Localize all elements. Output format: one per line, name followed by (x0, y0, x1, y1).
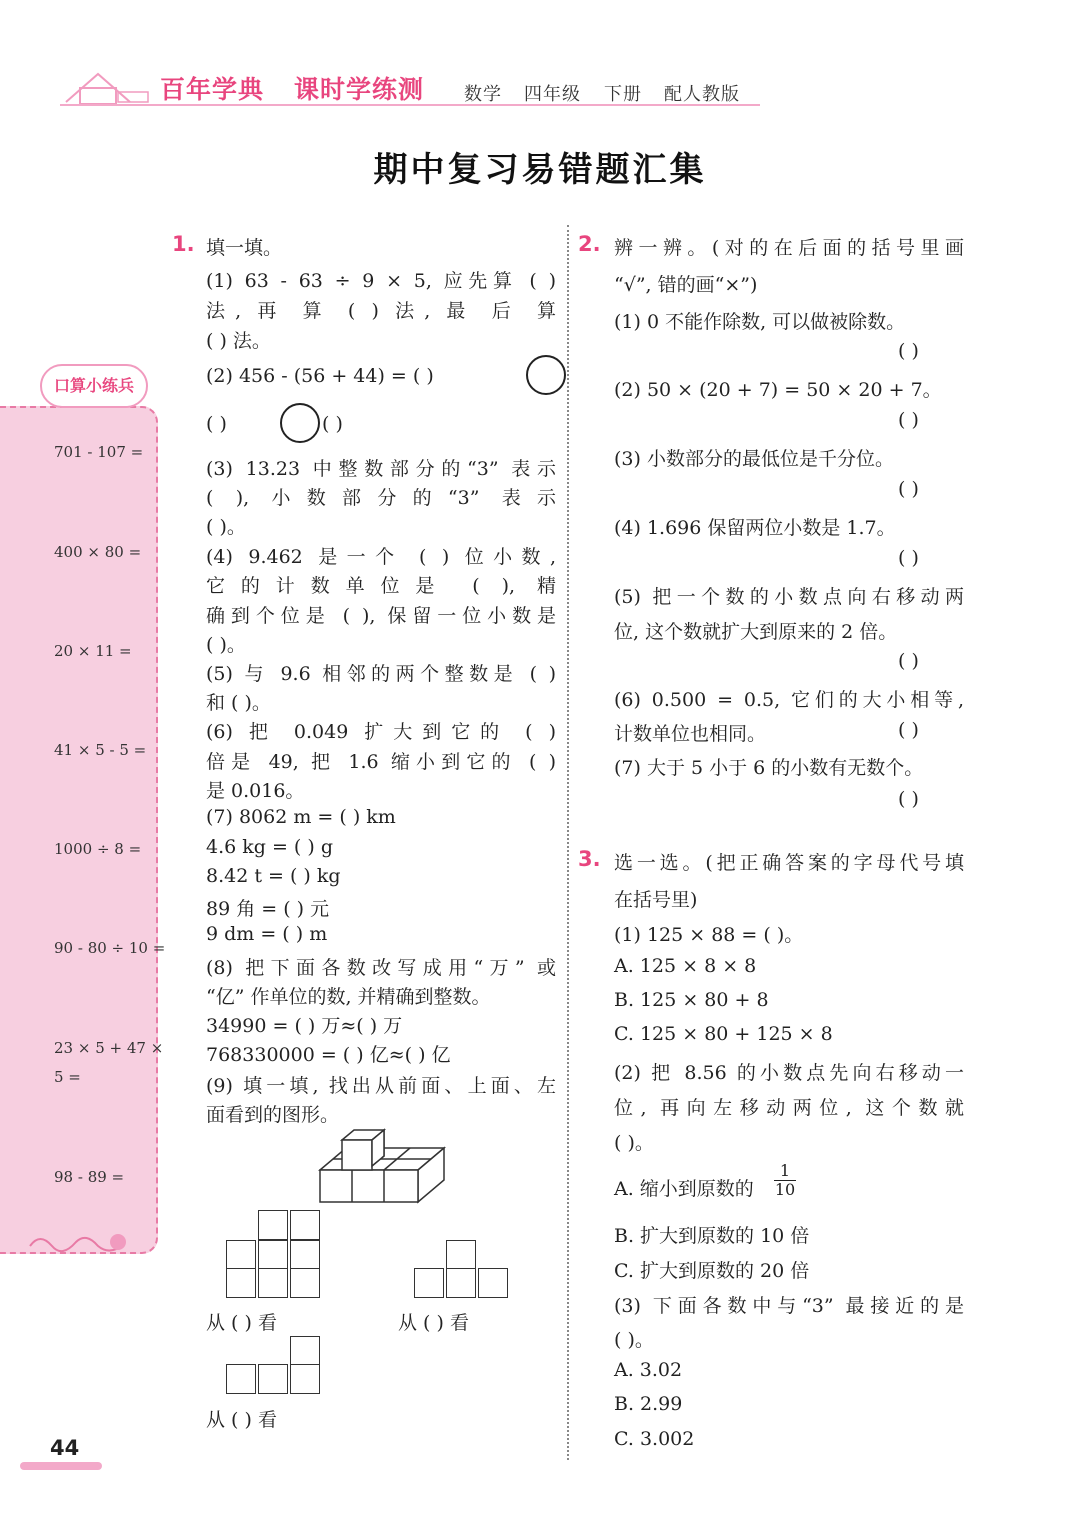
q3-option: A. 3.02 (614, 1359, 683, 1381)
oral-item: 90 - 80 ÷ 10 = (54, 939, 166, 957)
oral-item: 701 - 107 = (54, 443, 144, 461)
q1-line: 34990 = ( ) 万≈( ) 万 (206, 1015, 403, 1037)
fraction-denominator: 10 (774, 1180, 796, 1199)
q1-line: (8) 把下面各数改写成用“万” 或 (206, 957, 556, 979)
q1-line: 倍是 49, 把 1.6 缩小到它的 ( ) (206, 751, 556, 773)
answer-paren[interactable]: ( ) (898, 409, 919, 431)
q1-line: (2) 456 - (56 + 44) = ( ) (206, 365, 434, 387)
q1-line: 89 角 = ( ) 元 (206, 898, 330, 920)
q2-item: (7) 大于 5 小于 6 的小数有无数个。 (614, 757, 924, 779)
q1-line: ( )。 (206, 634, 246, 656)
answer-paren[interactable]: ( ) (898, 340, 919, 362)
q1-line: 768330000 = ( ) 亿≈( ) 亿 (206, 1044, 451, 1066)
answer-paren[interactable]: ( ) (898, 650, 919, 672)
view-label: 从 ( ) 看 (398, 1312, 469, 1334)
q2-item: (5) 把一个数的小数点向右移动两 (614, 586, 964, 608)
q1-line: “亿” 作单位的数, 并精确到整数。 (206, 986, 491, 1008)
answer-paren[interactable]: ( ) (898, 478, 919, 500)
brand-name: 百年学典 (160, 75, 265, 104)
q3-option: C. 125 × 80 + 125 × 8 (614, 1023, 833, 1045)
q1-line: 面看到的图形。 (206, 1104, 340, 1126)
header-subject: 数学 (464, 84, 502, 105)
q1-line: ( ), 小数部分的“3” 表示 (206, 487, 556, 509)
header-grade: 四年级 (524, 84, 581, 105)
q2-item: (1) 0 不能作除数, 可以做被除数。 (614, 311, 906, 333)
sidebar-tag: 口算小练兵 (40, 364, 148, 408)
q1-line: ( )。 (206, 516, 246, 538)
q1-line: 9 dm = ( ) m (206, 923, 328, 945)
oral-item: 98 - 89 = (54, 1168, 125, 1186)
q2-number: 2. (578, 232, 601, 256)
compare-circle (526, 355, 566, 395)
q3-line: (1) 125 × 88 = ( )。 (614, 924, 804, 946)
q2-item: (4) 1.696 保留两位小数是 1.7。 (614, 517, 896, 539)
q1-line: (1) 63 - 63 ÷ 9 × 5, 应先算 ( ) (206, 270, 556, 292)
q3-line: (3) 下面各数中与“3” 最接近的是 (614, 1295, 964, 1317)
q3-number: 3. (578, 847, 601, 871)
operator-circle (280, 403, 320, 443)
q3-line: ( )。 (614, 1132, 654, 1154)
q3-title: 在括号里) (614, 889, 698, 911)
q1-line: (3) 13.23 中整数部分的“3” 表示 (206, 458, 556, 480)
house-icon (58, 62, 158, 108)
q1-line: 8.42 t = ( ) kg (206, 865, 341, 887)
q1-number: 1. (172, 232, 195, 256)
answer-paren[interactable]: ( ) (898, 788, 919, 810)
view-label: 从 ( ) 看 (206, 1312, 277, 1334)
q3-option: B. 125 × 80 + 8 (614, 989, 769, 1011)
q3-option: A. 缩小到原数的 (614, 1178, 754, 1200)
swirl-decoration-icon (20, 1226, 150, 1262)
q2-item: (3) 小数部分的最低位是千分位。 (614, 448, 894, 470)
q1-line: (4) 9.462 是一个 ( ) 位小数, (206, 546, 556, 568)
q2-title: “√”, 错的画“×”) (614, 274, 758, 296)
page-number-bar (20, 1462, 102, 1470)
oral-item: 20 × 11 = (54, 642, 132, 660)
q1-line: ( ) (206, 413, 227, 435)
q1-title: 填一填。 (206, 237, 283, 259)
q3-option: B. 2.99 (614, 1393, 683, 1415)
oral-item: 400 × 80 = (54, 543, 142, 561)
oral-item: 23 × 5 + 47 × (54, 1039, 164, 1057)
q1-line: 和 ( )。 (206, 692, 271, 714)
q3-line: (2) 把 8.56 的小数点先向右移动一 (614, 1062, 964, 1084)
fraction (774, 1162, 796, 1199)
q3-line: 位, 再向左移动两位, 这个数就 (614, 1097, 964, 1119)
page-title: 期中复习易错题汇集 (373, 150, 707, 190)
fraction-numerator: 1 (779, 1161, 791, 1180)
q1-line: 它的计数单位是 ( ), 精 (206, 575, 556, 597)
q3-option: C. 扩大到原数的 20 倍 (614, 1260, 810, 1282)
q1-line: 是 0.016。 (206, 780, 305, 802)
oral-item: 1000 ÷ 8 = (54, 840, 142, 858)
q3-option: C. 3.002 (614, 1428, 695, 1450)
q3-option: B. 扩大到原数的 10 倍 (614, 1225, 810, 1247)
q3-option: A. 125 × 8 × 8 (614, 955, 757, 977)
q1-line: ( ) (322, 413, 343, 435)
header-edition: 配人教版 (664, 84, 740, 105)
q2-item: 计数单位也相同。 (614, 723, 767, 745)
answer-paren[interactable]: ( ) (898, 719, 919, 741)
page-number: 44 (50, 1436, 80, 1460)
answer-paren[interactable]: ( ) (898, 547, 919, 569)
q3-title: 选一选。(把正确答案的字母代号填 (614, 852, 964, 874)
q1-line: (7) 8062 m = ( ) km (206, 806, 396, 828)
q3-line: ( )。 (614, 1329, 654, 1351)
oral-item: 5 = (54, 1068, 81, 1086)
q2-item: (2) 50 × (20 + 7) = 50 × 20 + 7。 (614, 379, 942, 401)
q2-item: 位, 这个数就扩大到原来的 2 倍。 (614, 621, 898, 643)
view-label: 从 ( ) 看 (206, 1409, 277, 1431)
q1-line: (9) 填一填, 找出从前面、上面、左 (206, 1075, 556, 1097)
column-divider (567, 225, 569, 1460)
q1-line: 法, 再 算 ( ) 法, 最 后 算 (206, 300, 556, 322)
oral-practice-sidebar (0, 406, 158, 1254)
q2-item: (6) 0.500 = 0.5, 它们的大小相等, (614, 689, 964, 711)
header-volume: 下册 (604, 84, 642, 105)
q1-line: 确到个位是 ( ), 保留一位小数是 (206, 605, 556, 627)
q2-title: 辨一辨。(对的在后面的括号里画 (614, 237, 964, 259)
q1-line: ( ) 法。 (206, 330, 271, 352)
brand-series: 课时学练测 (294, 75, 425, 104)
oral-item: 41 × 5 - 5 = (54, 741, 147, 759)
q1-line: (5) 与 9.6 相邻的两个整数是 ( ) (206, 663, 556, 685)
q1-line: 4.6 kg = ( ) g (206, 836, 333, 858)
cube-stack-figure (318, 1126, 448, 1204)
q1-line: (6) 把 0.049 扩大到它的 ( ) (206, 721, 556, 743)
